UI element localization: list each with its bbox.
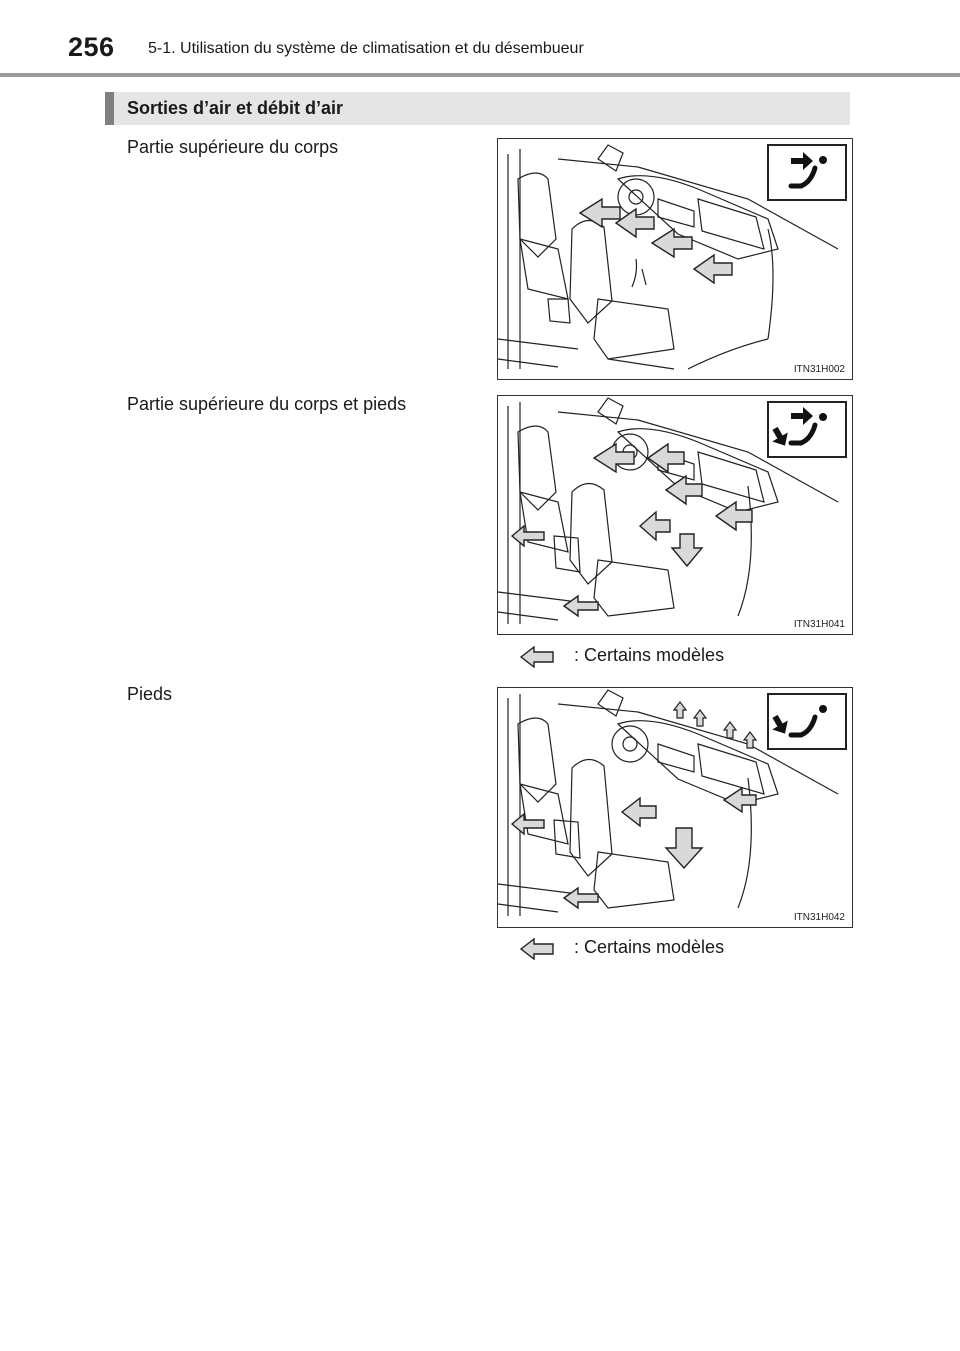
figure-upper-body xyxy=(497,138,853,380)
chapter-title: 5-1. Utilisation du système de climatisation et du désembueur xyxy=(148,40,584,57)
bi-level-vent-icon xyxy=(767,401,847,458)
section-accent xyxy=(105,92,114,125)
section-title: Sorties d’air et débit d’air xyxy=(127,98,344,118)
note-certain-models xyxy=(520,936,850,962)
mode-label-upper-body-and-feet: Partie supérieure du corps et pieds xyxy=(127,394,407,414)
left-arrow-icon xyxy=(520,646,554,668)
figure-upper-body-and-feet xyxy=(497,395,853,635)
figure-feet xyxy=(497,687,853,928)
note-text: : Certains modèles xyxy=(574,645,725,665)
section-heading xyxy=(105,92,850,125)
page-number: 256 xyxy=(68,32,115,62)
figure-code: ITN31H002 xyxy=(793,364,845,375)
foot-vent-icon xyxy=(767,693,847,750)
figure-code: ITN31H042 xyxy=(793,912,845,923)
face-vent-icon xyxy=(767,144,847,201)
header-rule xyxy=(0,73,960,77)
mode-label-upper-body: Partie supérieure du corps xyxy=(127,137,339,157)
figure-code: ITN31H041 xyxy=(793,619,845,630)
page-header xyxy=(0,0,960,80)
mode-label-feet: Pieds xyxy=(127,684,173,704)
note-text: : Certains modèles xyxy=(574,937,725,957)
left-arrow-icon xyxy=(520,938,554,960)
note-certain-models xyxy=(520,644,850,670)
